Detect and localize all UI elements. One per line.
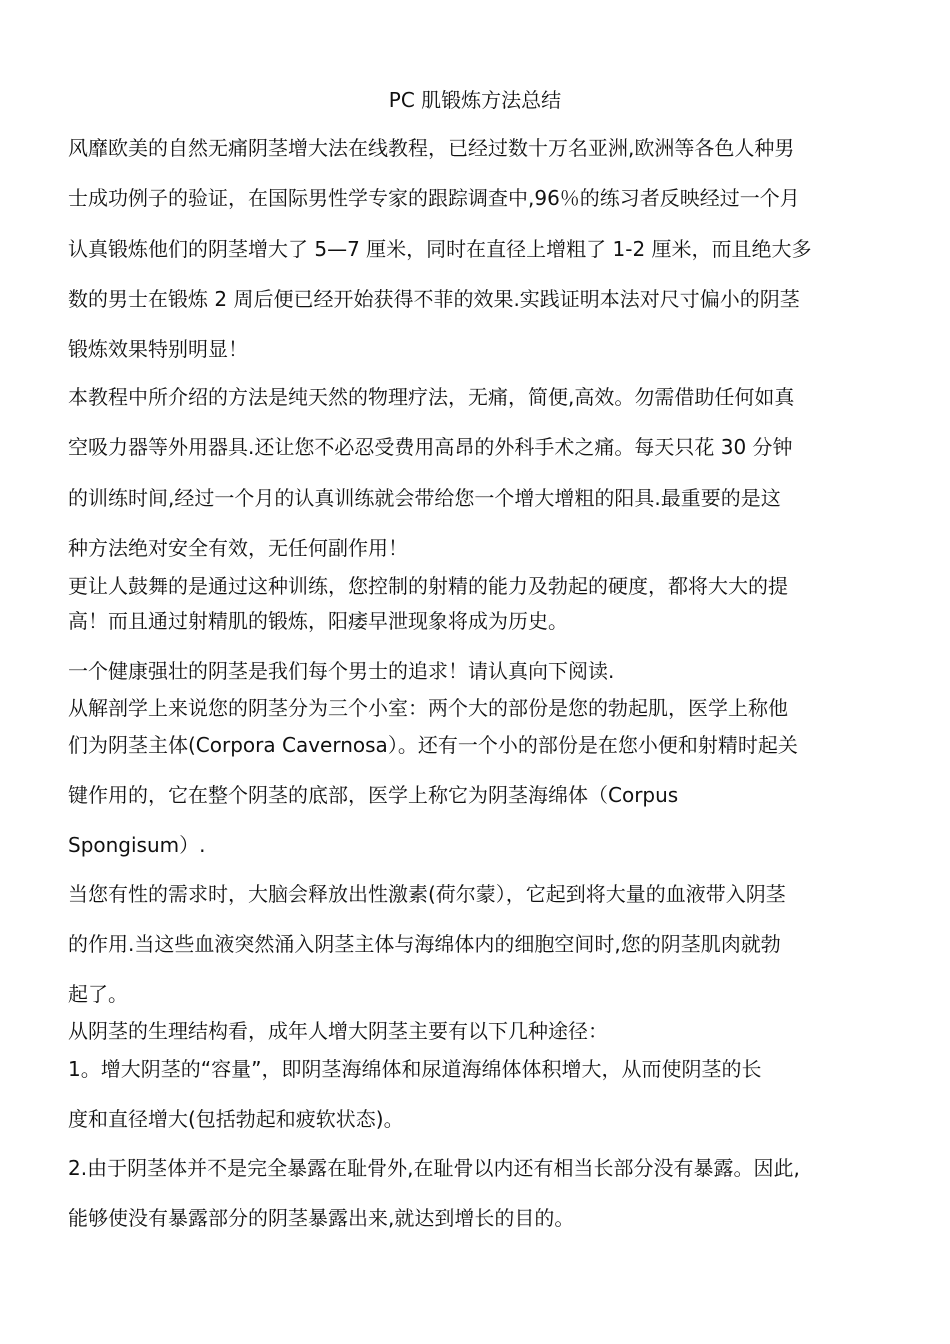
text-line: 锻炼效果特别明显！	[68, 337, 248, 361]
text-line: 当您有性的需求时，大脑会释放出性激素(荷尔蒙），它起到将大量的血液带入阴茎	[68, 882, 786, 906]
text-line: 从阴茎的生理结构看，成年人增大阴茎主要有以下几种途径：	[68, 1019, 608, 1043]
text-line: 一个健康强壮的阴茎是我们每个男士的追求！请认真向下阅读.	[68, 659, 615, 683]
text-line: 能够使没有暴露部分的阴茎暴露出来,就达到增长的目的。	[68, 1206, 575, 1230]
text-line: 们为阴茎主体(Corpora Cavernosa）。还有一个小的部份是在您小便和射精时起关	[68, 733, 798, 757]
text-line: 数的男士在锻炼 2 周后便已经开始获得不菲的效果.实践证明本法对尺寸偏小的阴茎	[68, 287, 800, 311]
text-line: 种方法绝对安全有效，无任何副作用！	[68, 536, 408, 560]
text-line: Spongisum）.	[68, 833, 206, 857]
text-line: 2.由于阴茎体并不是完全暴露在耻骨外,在耻骨以内还有相当长部分没有暴露。因此,	[68, 1156, 800, 1180]
text-line: 度和直径增大(包括勃起和疲软状态)。	[68, 1107, 404, 1131]
text-line: 高！而且通过射精肌的锻炼，阳痿早泄现象将成为历史。	[68, 609, 568, 633]
text-line: 从解剖学上来说您的阴茎分为三个小室：两个大的部份是您的勃起肌，医学上称他	[68, 696, 788, 720]
text-line: 更让人鼓舞的是通过这种训练，您控制的射精的能力及勃起的硬度，都将大大的提	[68, 574, 788, 598]
text-line: 起了。	[68, 982, 128, 1006]
text-line: 空吸力器等外用器具.还让您不必忍受费用高昂的外科手术之痛。每天只花 30 分钟	[68, 435, 793, 459]
text-line: 士成功例子的验证，在国际男性学专家的跟踪调查中,96％的练习者反映经过一个月	[68, 186, 800, 210]
text-line: 1。增大阴茎的“容量”，即阴茎海绵体和尿道海绵体体积增大，从而使阴茎的长	[68, 1057, 762, 1081]
text-line: 键作用的，它在整个阴茎的底部，医学上称它为阴茎海绵体（Corpus	[68, 783, 679, 807]
text-line: 认真锻炼他们的阴茎增大了 5—7 厘米，同时在直径上增粗了 1-2 厘米，而且绝大多	[68, 237, 812, 261]
text-line: 的作用.当这些血液突然涌入阴茎主体与海绵体内的细胞空间时,您的阴茎肌肉就勃	[68, 932, 781, 956]
text-line: 本教程中所介绍的方法是纯天然的物理疗法，无痛，简便,高效。勿需借助任何如真	[68, 385, 795, 409]
text-line: 的训练时间,经过一个月的认真训练就会带给您一个增大增粗的阳具.最重要的是这	[68, 486, 781, 510]
text-line: 风靡欧美的自然无痛阴茎增大法在线教程，已经过数十万名亚洲,欧洲等各色人种男	[68, 136, 795, 160]
page-title: PC 肌锻炼方法总结	[388, 88, 562, 112]
